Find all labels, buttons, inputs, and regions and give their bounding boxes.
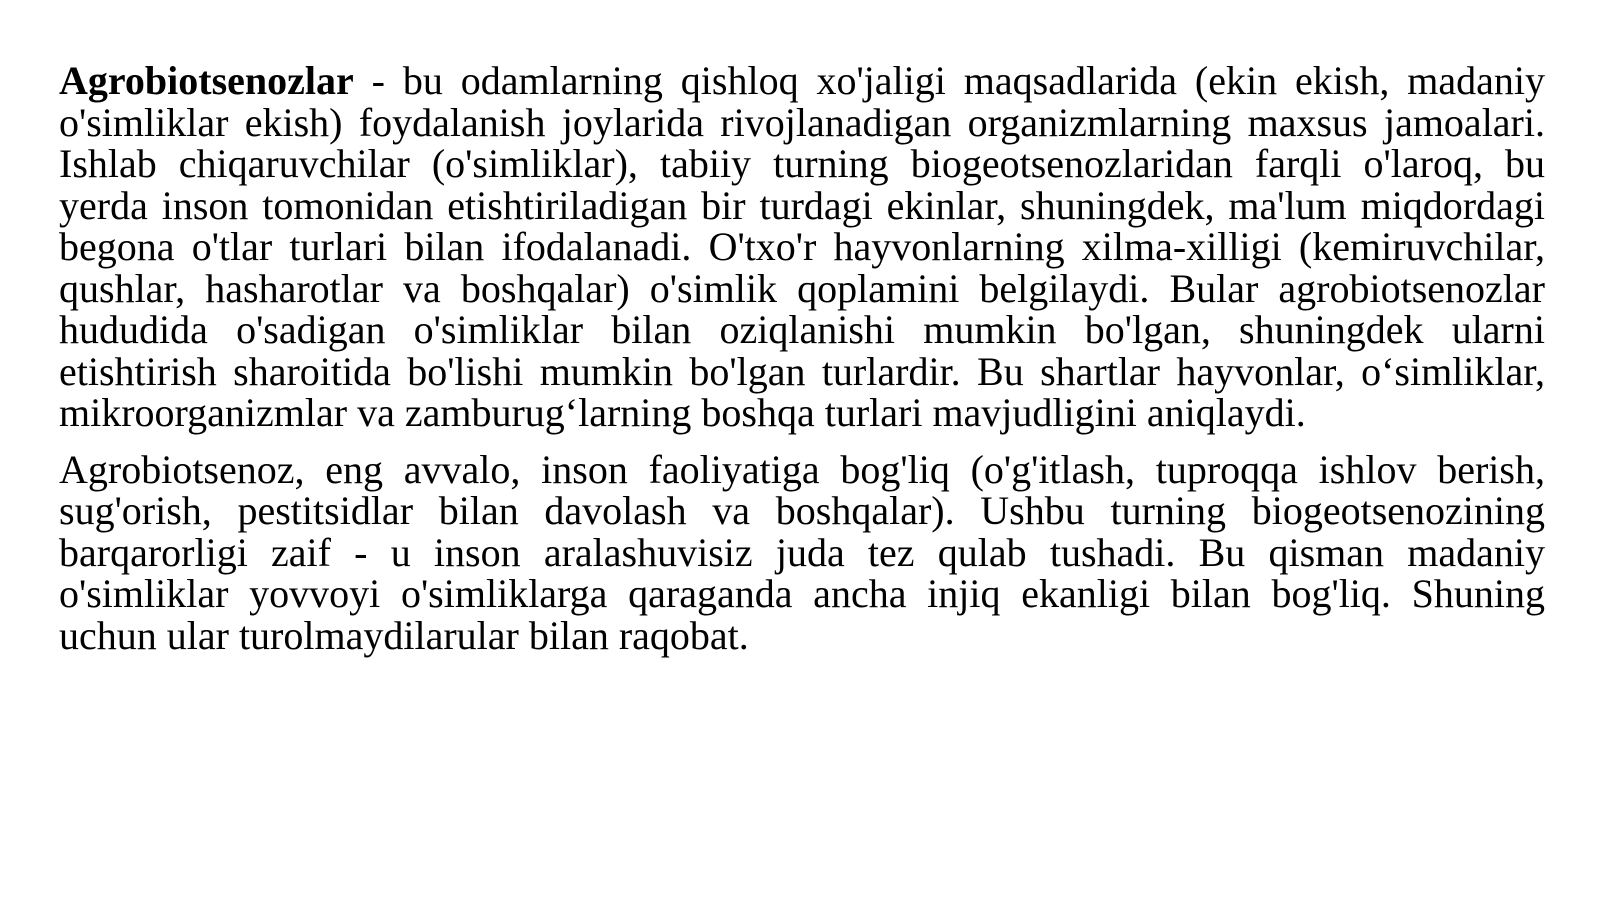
text-body (59, 60, 1545, 656)
paragraph-1 (59, 60, 1545, 434)
paragraph-2-text: Agrobiotsenoz, eng avvalo, inson faoliyatiga bog'liq (o'g'itlash, tuproqqa ishlov berish, sug'orish, pestitsidlar bilan davolash va boshqalar). Ushbu turning biogeotsenozining barqarorligi zaif - u inson aralashuvisiz juda tez qulab tushadi. Bu qisman madaniy o'simliklar yovvoyi o'simliklarga qaraganda ancha injiq ekanligi bilan bog'liq. Shuning uchun ular turolmaydilarular bilan raqobat. (59, 446, 1545, 658)
paragraph-1-text: - bu odamlarning qishloq xo'jaligi maqsadlarida (ekin ekish, madaniy o'simliklar ekish) foydalanish joylarida rivojlanadigan organizmlarning maxsus jamoalari. Ishlab chiqaruvchilar (o'simliklar), tabiiy turning biogeotsenozlaridan farqli o'laroq, bu yerda inson tomonidan etishtiriladigan bir turdagi ekinlar, shuningdek, ma'lum miqdordagi begona o'tlar turlari bilan ifodalanadi. O'txo'r hayvonlarning xilma-xilligi (kemiruvchilar, qushlar, hasharotlar va boshqalar) o'simlik qoplamini belgilaydi. Bular agrobiotsenozlar hududida o'sadigan o'simliklar bilan oziqlanishi mumkin bo'lgan, shuningdek ularni etishtirish sharoitida bo'lishi mumkin bo'lgan turlardir. Bu shartlar hayvonlar, o‘simliklar, mikroorganizmlar va zamburug‘larning boshqa turlari mavjudligini aniqlaydi. (59, 58, 1545, 435)
paragraph-2 (59, 446, 1545, 658)
defined-term: Agrobiotsenozlar (59, 58, 354, 103)
